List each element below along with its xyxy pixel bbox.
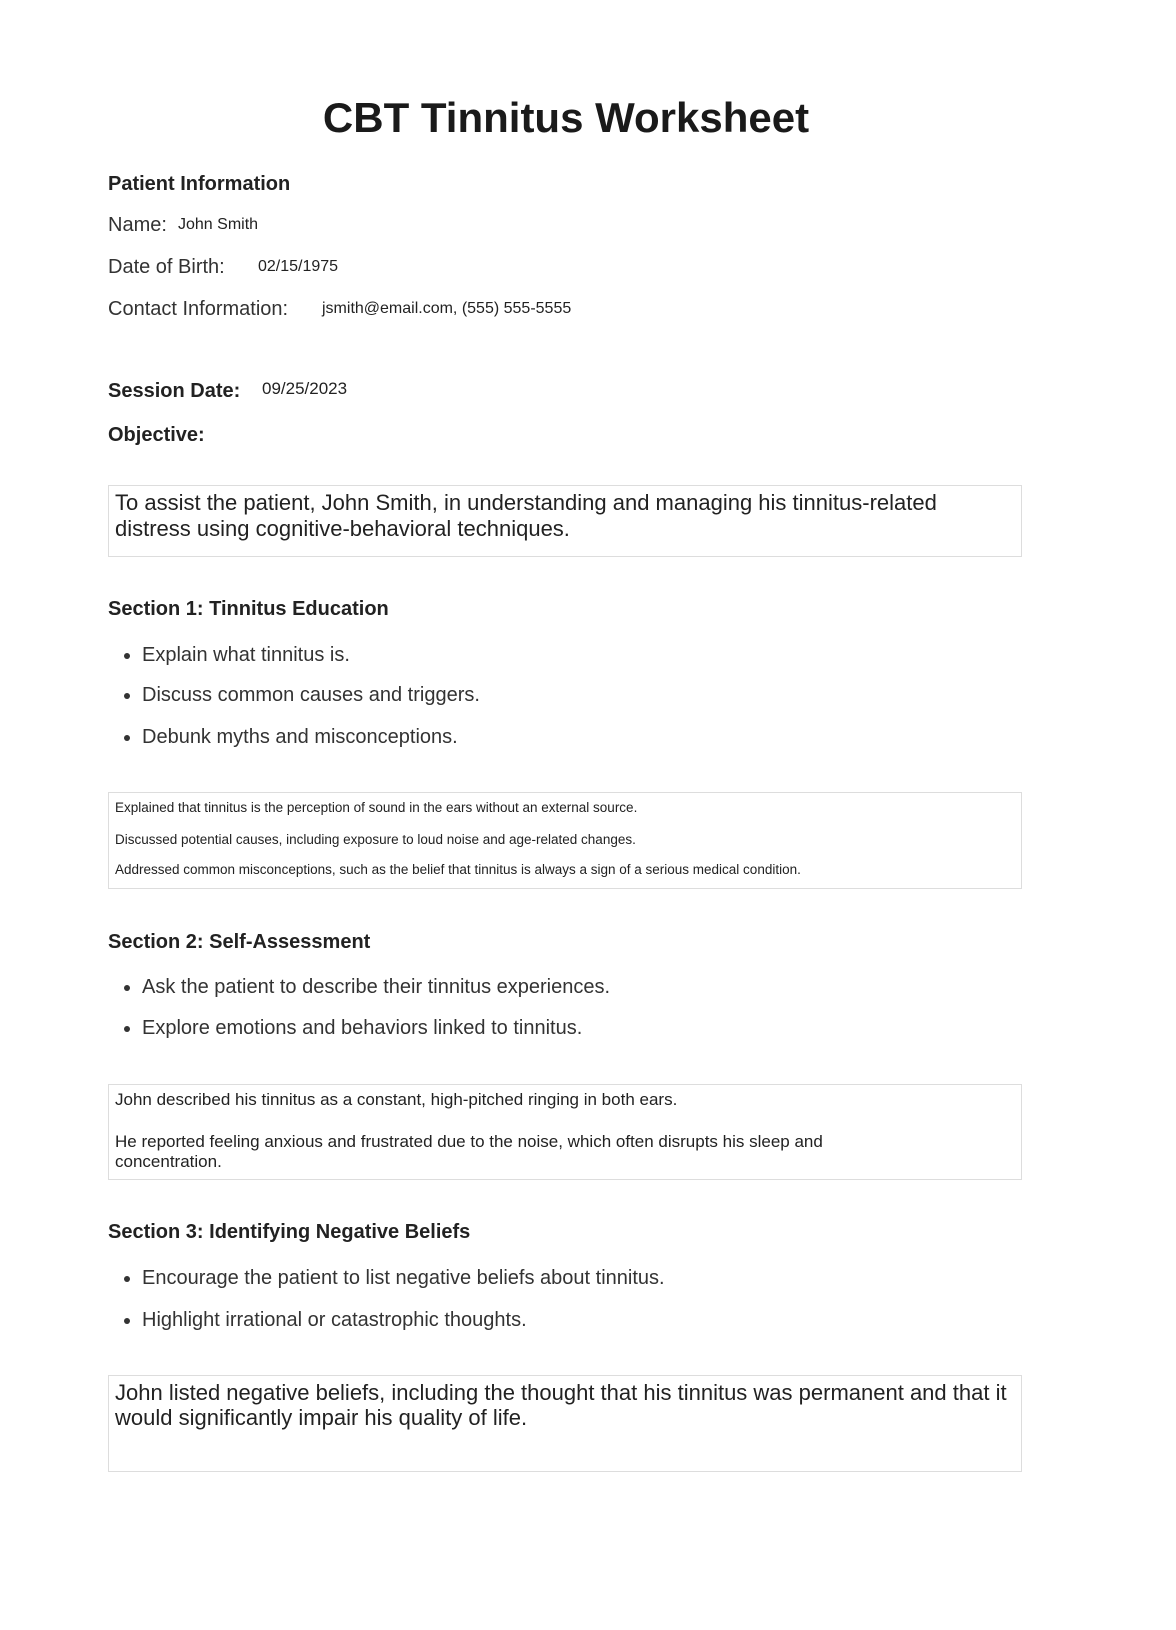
list-item: • Ask the patient to describe their tinnitus experiences. [142,976,610,999]
session-date-label: Session Date: [108,380,241,402]
note-line: Addressed common misconceptions, such as the belief that tinnitus is always a sign of a serious medical condition. [115,862,801,877]
contact-value: jsmith@email.com, (555) 555-5555 [322,300,572,317]
section-1-notes [108,792,1022,889]
list-item: • Explain what tinnitus is. [142,644,480,667]
list-item: • Encourage the patient to list negative beliefs about tinnitus. [142,1267,665,1290]
name-value: John Smith [178,216,259,233]
section-2-notes [108,1084,1022,1180]
section-1-heading: Section 1: Tinnitus Education [108,598,389,620]
section-1-bullets [108,644,480,749]
section-3-heading: Section 3: Identifying Negative Beliefs [108,1221,471,1243]
list-item: • Explore emotions and behaviors linked to tinnitus. [142,1017,610,1040]
section-2-bullets [108,976,610,1040]
note-line: Discussed potential causes, including exposure to loud noise and age-related changes. [115,832,636,847]
name-label: Name: [108,214,167,236]
patient-info-heading: Patient Information [108,173,291,195]
note-line: John described his tinnitus as a constant, high-pitched ringing in both ears. [115,1090,678,1109]
objective-label: Objective: [108,424,205,446]
list-item: • Debunk myths and misconceptions. [142,726,480,749]
section-3-notes [108,1375,1022,1472]
note-line: He reported feeling anxious and frustrated due to the noise, which often disrupts his sleep and concentration. [115,1132,823,1171]
session-date-value: 09/25/2023 [262,379,348,398]
list-item: • Highlight irrational or catastrophic thoughts. [142,1309,665,1332]
page-title: CBT Tinnitus Worksheet [322,94,810,141]
objective-box: To assist the patient, John Smith, in understanding and managing his tinnitus-related distress using cognitive-behavioral techniques. [108,485,1022,557]
list-item: • Discuss common causes and triggers. [142,684,480,707]
dob-value: 02/15/1975 [258,258,339,275]
note-line: Explained that tinnitus is the perception of sound in the ears without an external source. [115,800,638,815]
note-line: John listed negative beliefs, including the thought that his tinnitus was permanent and that it would significantly impair his quality of life. [115,1380,1007,1430]
contact-label: Contact Information: [108,298,289,320]
section-2-heading: Section 2: Self-Assessment [108,931,371,953]
section-3-bullets [108,1267,665,1332]
dob-label: Date of Birth: [108,256,225,278]
